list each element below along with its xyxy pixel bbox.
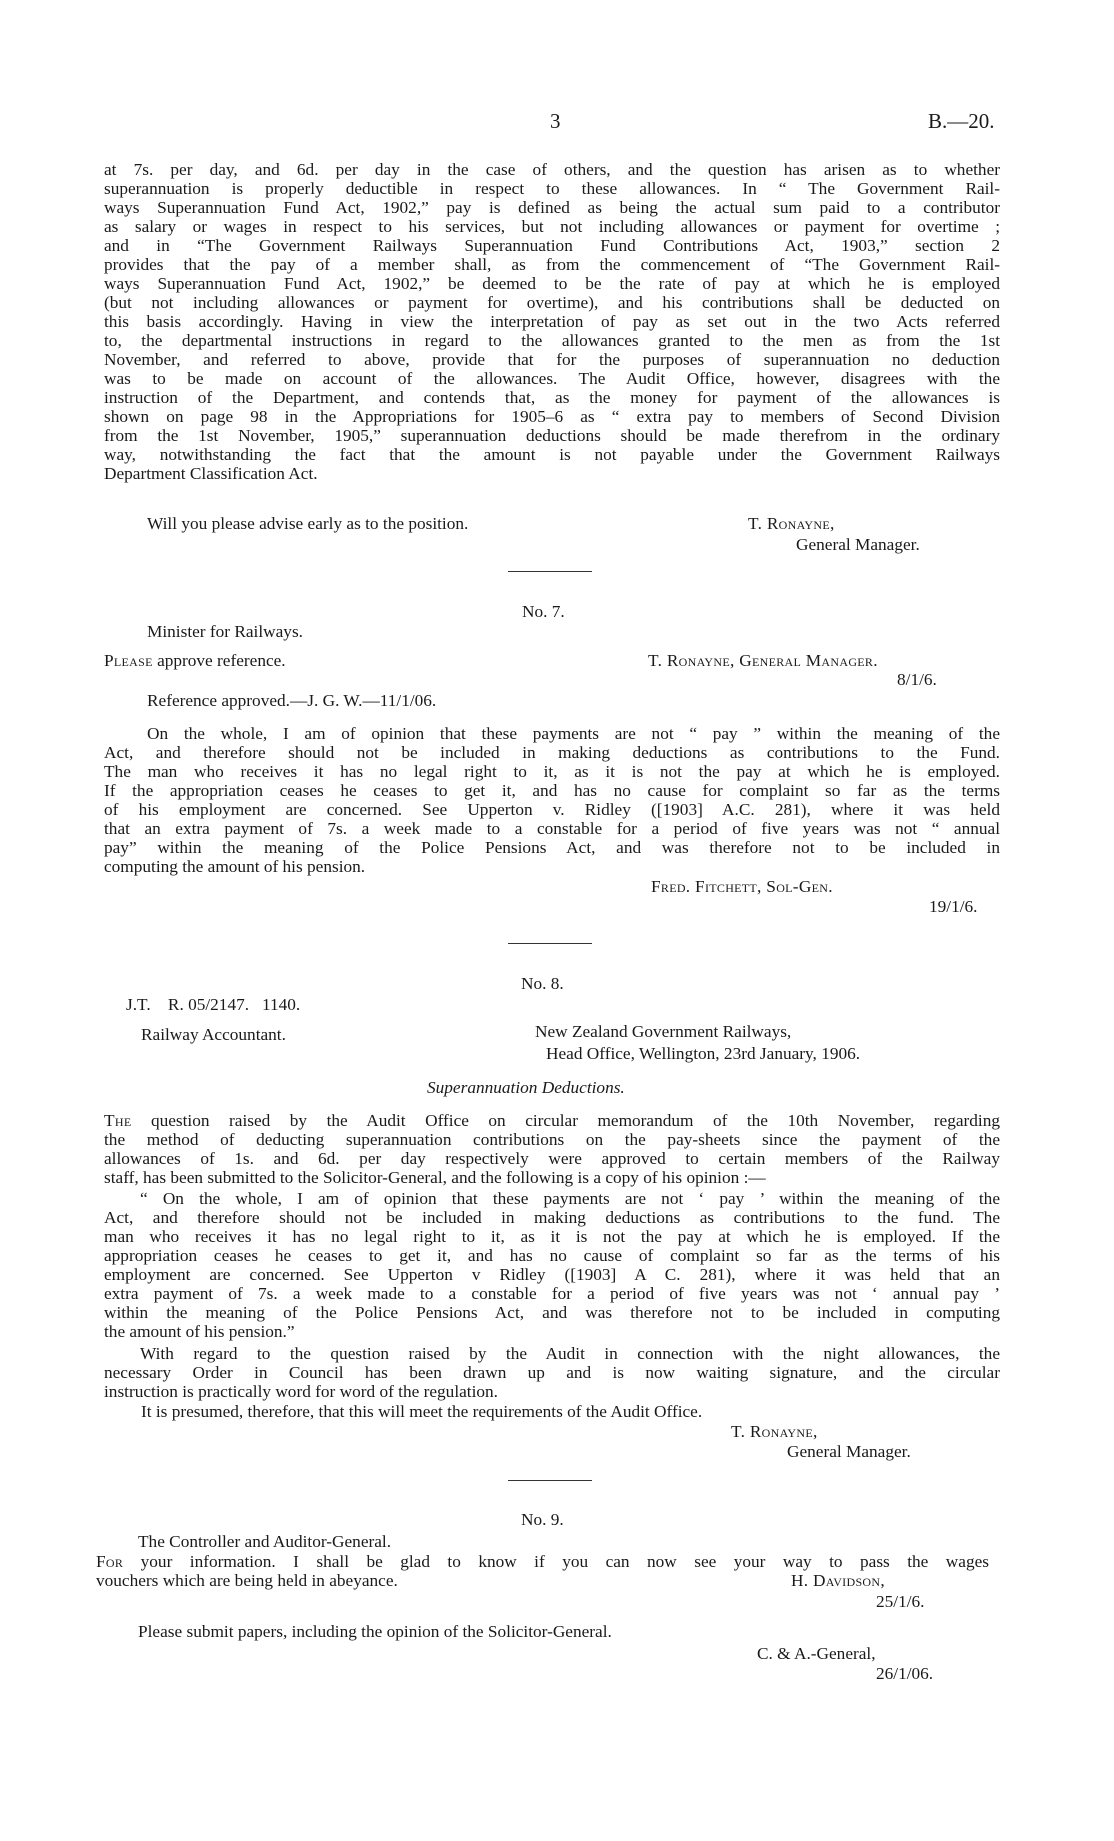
section-heading-no9: No. 9. xyxy=(521,1510,564,1529)
section-divider xyxy=(508,1480,592,1481)
text-line: November, and referred to above, provide that for the purposes of superannuation no deduction xyxy=(104,350,1000,369)
section-heading-no7: No. 7. xyxy=(522,602,565,621)
text-line: extra payment of 7s. a week made to a constable for a period of five years was not ‘ annual pay ’ xyxy=(104,1284,1000,1303)
text-line: the amount of his pension.” xyxy=(104,1322,295,1341)
text-line: and in “The Government Railways Superannuation Fund Contributions Act, 1903,” section 2 xyxy=(104,236,1000,255)
signature-title: General Manager. xyxy=(796,535,920,554)
text-line: way, notwithstanding the fact that the amount is not payable under the Government Railways xyxy=(104,445,1000,464)
text-line: appropriation ceases he ceases to get it, and has no cause of complaint so far as the terms of his xyxy=(104,1246,1000,1265)
ca-general-date: 26/1/06. xyxy=(876,1664,934,1683)
signature-title: General Manager. xyxy=(787,1442,911,1461)
text-line: necessary Order in Council has been drawn up and is now waiting signature, and the circular xyxy=(104,1363,1000,1382)
text-line: the method of deducting superannuation contributions on the pay-sheets since the payment of the xyxy=(104,1130,1000,1149)
text-line: Act, and therefore should not be included in making deductions as contributions to the Fund. xyxy=(104,743,1000,762)
page-number: 3 xyxy=(550,109,561,133)
solicitor-signature: Fred. Fitchett, Sol-Gen. xyxy=(651,877,833,896)
text-line: ways Superannuation Fund Act, 1902,” pay is defined as being the actual sum paid to a contributor xyxy=(104,198,1000,217)
text-line: as salary or wages in respect to his services, but not including allowances or payment for overtime ; xyxy=(104,217,1000,236)
signature-name: T. Ronayne, xyxy=(748,514,835,533)
document-reference: B.—20. xyxy=(928,109,995,133)
text-line: this basis accordingly. Having in view the interpretation of pay as set out in the two Acts referred xyxy=(104,312,1000,331)
addressee: The Controller and Auditor-General. xyxy=(138,1532,392,1551)
ca-general-signature: C. & A.-General, xyxy=(757,1644,876,1663)
addressee: Railway Accountant. xyxy=(141,1025,286,1044)
information-line: For your information. I shall be glad to know if you can now see your way to pass the wages xyxy=(96,1552,989,1571)
signature-date: 8/1/6. xyxy=(897,670,937,689)
signature-gm: T. Ronayne, General Manager. xyxy=(648,651,878,670)
text-line: (but not including allowances or payment for overtime), and his contributions shall be deducted on xyxy=(104,293,1000,312)
text-line: Department Classification Act. xyxy=(104,464,318,483)
text-line: If the appropriation ceases he ceases to get it, and has no cause for complaint so far as the terms xyxy=(104,781,1000,800)
text-line: The man who receives it has no legal right to it, as it is not the pay at which he is employed. xyxy=(104,762,1000,781)
text-line: “ On the whole, I am of opinion that these payments are not ‘ pay ’ within the meaning of the xyxy=(140,1189,1000,1208)
quoted-opinion xyxy=(104,1189,1000,1341)
solicitor-date: 19/1/6. xyxy=(929,897,978,916)
submit-papers-line: Please submit papers, including the opinion of the Solicitor-General. xyxy=(138,1622,612,1641)
text-line: allowances of 1s. and 6d. per day respectively were approved to certain members of the Railway xyxy=(104,1149,1000,1168)
office-and-date: Head Office, Wellington, 23rd January, 1906. xyxy=(546,1044,861,1063)
text-line: provides that the pay of a member shall, as from the commencement of “The Government Rail- xyxy=(104,255,1000,274)
organization: New Zealand Government Railways, xyxy=(535,1022,792,1041)
text-line: On the whole, I am of opinion that these payments are not “ pay ” within the meaning of the xyxy=(147,724,1000,743)
signature-name: T. Ronayne, xyxy=(731,1422,818,1441)
text-line: was to be made on account of the allowances. The Audit Office, however, disagrees with the xyxy=(104,369,1000,388)
reference-approved: Reference approved.—J. G. W.—11/1/06. xyxy=(147,691,437,710)
section-heading-no8: No. 8. xyxy=(521,974,564,993)
presumed-line: It is presumed, therefore, that this will meet the requirements of the Audit Office. xyxy=(141,1402,703,1421)
top-paragraph xyxy=(104,160,1000,483)
advise-line: Will you please advise early as to the position. xyxy=(147,514,469,533)
text-line: shown on page 98 in the Appropriations for 1905–6 as “ extra pay to members of Second Division xyxy=(104,407,1000,426)
opinion-paragraph xyxy=(104,724,1000,876)
text-line: at 7s. per day, and 6d. per day in the case of others, and the question has arisen as to whether xyxy=(104,160,1000,179)
text-line: instruction of the Department, and contends that, as the money for payment of the allowances is xyxy=(104,388,1000,407)
section-divider xyxy=(508,943,592,944)
text-line: within the meaning of the Police Pensions Act, and was therefore not to be included in computing xyxy=(104,1303,1000,1322)
text-line: superannuation is properly deductible in respect to these allowances. In “ The Government Rail- xyxy=(104,179,1000,198)
text-line: from the 1st November, 1905,” superannuation deductions should be made therefrom in the ordinary xyxy=(104,426,1000,445)
information-line-2: vouchers which are being held in abeyance. xyxy=(96,1571,398,1590)
davidson-signature: H. Davidson, xyxy=(791,1571,885,1590)
text-line: The question raised by the Audit Office on circular memorandum of the 10th November, regarding xyxy=(104,1111,1000,1130)
text-line: instruction is practically word for word of the regulation. xyxy=(104,1382,499,1401)
information-paragraph xyxy=(96,1552,989,1571)
night-allowances-paragraph xyxy=(104,1344,1000,1401)
please-approve-line: Please approve reference. xyxy=(104,651,286,670)
text-line: employment are concerned. See Upperton v Ridley ([1903] A C. 281), where it was held that an xyxy=(104,1265,1000,1284)
text-line: computing the amount of his pension. xyxy=(104,857,366,876)
text-line: ways Superannuation Fund Act, 1902,” be deemed to be the rate of pay at which he is employed xyxy=(104,274,1000,293)
text-line: of his employment are concerned. See Upperton v. Ridley ([1903] A.C. 281), where it was held xyxy=(104,800,1000,819)
file-reference: J.T. R. 05/2147. 1140. xyxy=(126,995,301,1014)
text-line: man who receives it has no legal right to it, as it is not the pay at which he is employed. If the xyxy=(104,1227,1000,1246)
subject-heading: Superannuation Deductions. xyxy=(427,1078,625,1097)
text-line: pay” within the meaning of the Police Pensions Act, and was therefore not to be included in xyxy=(104,838,1000,857)
text-line: that an extra payment of 7s. a week made to a constable for a period of five years was not “ annual xyxy=(104,819,1000,838)
text-line: Act, and therefore should not be included in making deductions as contributions to the fund. The xyxy=(104,1208,1000,1227)
memo-paragraph xyxy=(104,1111,1000,1187)
text-line: staff, has been submitted to the Solicitor-General, and the following is a copy of his opinion :— xyxy=(104,1168,766,1187)
text-line: With regard to the question raised by the Audit in connection with the night allowances, the xyxy=(140,1344,1000,1363)
davidson-date: 25/1/6. xyxy=(876,1592,925,1611)
text-line: to, the departmental instructions in regard to the allowances granted to the men as from the 1st xyxy=(104,331,1000,350)
section-divider xyxy=(508,571,592,572)
addressee: Minister for Railways. xyxy=(147,622,303,641)
